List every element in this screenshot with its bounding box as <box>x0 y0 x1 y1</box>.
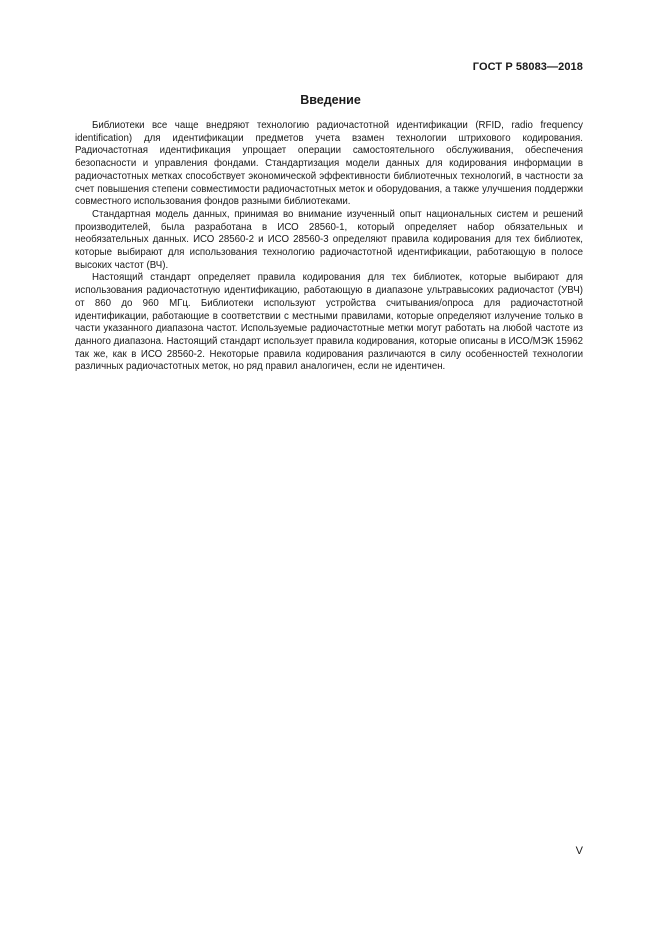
standard-designation: ГОСТ Р 58083—2018 <box>472 61 583 73</box>
page-number: V <box>575 845 583 857</box>
paragraph: Настоящий стандарт определяет правила кодирования для тех библиотек, которые выбирают для использования радиочастотную идентификацию, работающую в диапазоне ультравысоких радиочастот (УВЧ) от 860 до 960 МГц. Библиотеки используют устройства считывания/опроса для радиочастотной идентификации, работающие в соответствии с местными правилами, которые определяют излучение только в части указанного диапазона частот. Используемые радиочастотные метки могут работать на любой частоте из данного диапазона. Настоящий стандарт использует правила кодирования, которые описаны в ИСО/МЭК 15962 так же, как в ИСО 28560-2. Некоторые правила кодирования различаются в силу особенностей технологии различных радиочастотных меток, но ряд правил аналогичен, если не идентичен. <box>75 272 583 373</box>
paragraph: Библиотеки все чаще внедряют технологию радиочастотной идентификации (RFID, radio frequency identification) для идентификации предметов учета взамен технологии штрихового кодирования. Радиочастотная идентификация упрощает операции самостоятельного обслуживания, обеспечения безопасности и управления фондами. Стандартизация модели данных для кодирования информации в радиочастотных метках способствует экономической эффективности библиотечных технологий, в частности за счет повышения степени совместимости радиочастотных меток и оборудования, а также улучшения поддержки совместного использования фондов разными библиотеками. <box>75 120 583 208</box>
body-text <box>75 120 583 374</box>
section-title: Введение <box>300 93 361 107</box>
paragraph: Стандартная модель данных, принимая во внимание изученный опыт национальных систем и решений производителей, была разработана в ИСО 28560-1, который определяет набор обязательных и необязательных данных. ИСО 28560-2 и ИСО 28560-3 определяют правила кодирования для тех библиотек, которые выбирают для использования технологию радиочастотной идентификации, работающую в полосе высоких частот (ВЧ). <box>75 208 583 271</box>
